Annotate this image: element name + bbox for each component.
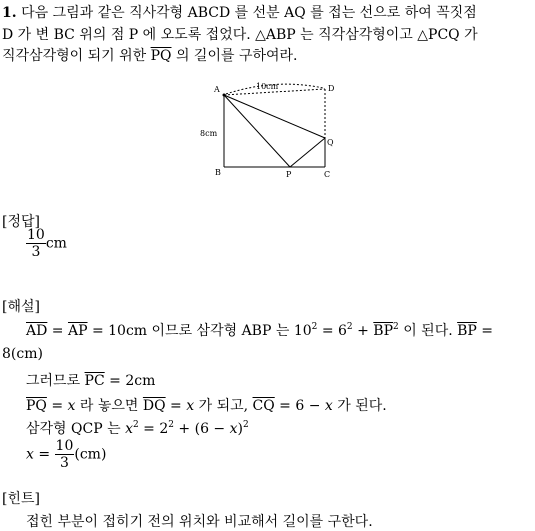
label-d: D xyxy=(328,84,335,93)
answer-header: [정답] xyxy=(2,214,40,230)
problem-line-2: D 가 변 BC 위의 점 P 에 오도록 접었다. △ABP 는 직각삼각형이고 △PCQ 가 xyxy=(2,27,478,43)
label-p: P xyxy=(286,170,292,179)
text-l4-b: 라 놓으면 xyxy=(75,398,143,414)
text-l6-eq: = xyxy=(33,446,55,463)
text-l4-a: = xyxy=(46,398,68,414)
segment-bp: $\overline{BP}$ xyxy=(373,323,394,339)
hint-header: [힌트] xyxy=(2,491,40,507)
result-fraction xyxy=(55,438,75,471)
segment-dq: $\overline{DQ}$ xyxy=(142,398,166,414)
problem-text-1: 다음 그림과 같은 직사각형 ABCD 를 선분 AQ 를 접는 선으로 하여 꼭짓점 xyxy=(21,5,477,21)
text-plus: + xyxy=(352,323,374,339)
segment-ap-text: $\overline{AP}$ xyxy=(67,323,88,339)
label-a: A xyxy=(214,85,220,94)
problem-line-3 xyxy=(2,45,298,65)
answer-numerator: 10 xyxy=(27,227,45,243)
problem-number: 1. xyxy=(2,5,17,21)
segment-cq: $\overline{CQ}$ xyxy=(252,398,275,414)
label-q: Q xyxy=(327,138,334,147)
segment-pq: $\overline{PQ}$ xyxy=(150,48,172,64)
explanation-line-5 xyxy=(26,418,249,438)
explanation-header: [해설] xyxy=(2,299,40,315)
problem-text-3a: 직각삼각형이 되기 위한 xyxy=(2,48,147,64)
var-x: x xyxy=(186,398,195,414)
segment-aq xyxy=(224,95,325,138)
answer-unit: cm xyxy=(45,235,67,252)
segment-pc: $\overline{PC}$ xyxy=(84,373,105,389)
result-numerator: 10 xyxy=(55,438,74,454)
sup-1: 2 xyxy=(311,322,318,332)
answer-value xyxy=(26,227,67,260)
sup-3: 2 xyxy=(393,322,399,332)
var-x: x xyxy=(229,421,238,437)
explanation-line-1 xyxy=(26,320,493,340)
label-b: B xyxy=(215,168,221,177)
text-l1-end: = xyxy=(476,323,494,339)
segment-pq-2: $\overline{PQ}$ xyxy=(26,398,47,414)
sup-5: 2 xyxy=(168,420,174,430)
text-l3-pre: 그러므로 xyxy=(26,373,85,389)
text-l1-c: 이 된다. xyxy=(398,323,458,339)
hint-text: 접힌 부분이 접히기 전의 위치와 비교해서 길이를 구한다. xyxy=(26,514,373,530)
text-l5-close: ) xyxy=(237,421,243,437)
rectangle-figure xyxy=(200,80,350,180)
result-denominator: 3 xyxy=(60,455,69,471)
label-10cm: 10cm xyxy=(256,82,279,91)
text-l5-mid: = 2 xyxy=(138,421,169,437)
sup-6: 2 xyxy=(243,420,249,430)
text-l4-f: 가 된다. xyxy=(332,398,387,414)
text-l4-e: = 6 − xyxy=(274,398,325,414)
problem-text-3b: 의 길이를 구하여라. xyxy=(175,48,298,64)
segment-bp-2: $\overline{BP}$ xyxy=(457,323,477,339)
segment-ad: $\overline{AD}$ xyxy=(26,323,48,339)
var-x: x xyxy=(324,398,333,414)
text-eq: = xyxy=(47,323,68,339)
result-unit: (cm) xyxy=(74,446,107,463)
explanation-line-4 xyxy=(26,395,387,415)
segment-ap xyxy=(224,95,290,167)
text-l3-post: = 2cm xyxy=(104,373,156,389)
point-a xyxy=(223,94,226,97)
explanation-line-3 xyxy=(26,370,155,390)
label-8cm: 8cm xyxy=(200,129,218,138)
segment-pq-line xyxy=(290,138,325,167)
problem-line-1 xyxy=(2,2,477,22)
text-l1-b: = 6 xyxy=(317,323,347,339)
text-l4-d: 가 되고, xyxy=(194,398,253,414)
var-x: x xyxy=(125,421,133,437)
sup-2: 2 xyxy=(346,322,353,332)
text-l5-pre: 삼각형 QCP 는 xyxy=(26,421,126,437)
explanation-line-2: 8(cm) xyxy=(2,346,43,362)
sup-4: 2 xyxy=(132,420,139,430)
text-l1-a: = 10cm 이므로 삼각형 ABP 는 10 xyxy=(87,323,312,339)
answer-fraction xyxy=(26,227,46,260)
var-x: x xyxy=(26,446,34,463)
text-l5-mid2: + (6 − xyxy=(173,421,230,437)
answer-denominator: 3 xyxy=(31,244,41,260)
var-x: x xyxy=(67,398,76,414)
explanation-line-6 xyxy=(26,438,106,471)
label-c: C xyxy=(324,170,331,179)
text-l4-c: = xyxy=(165,398,187,414)
